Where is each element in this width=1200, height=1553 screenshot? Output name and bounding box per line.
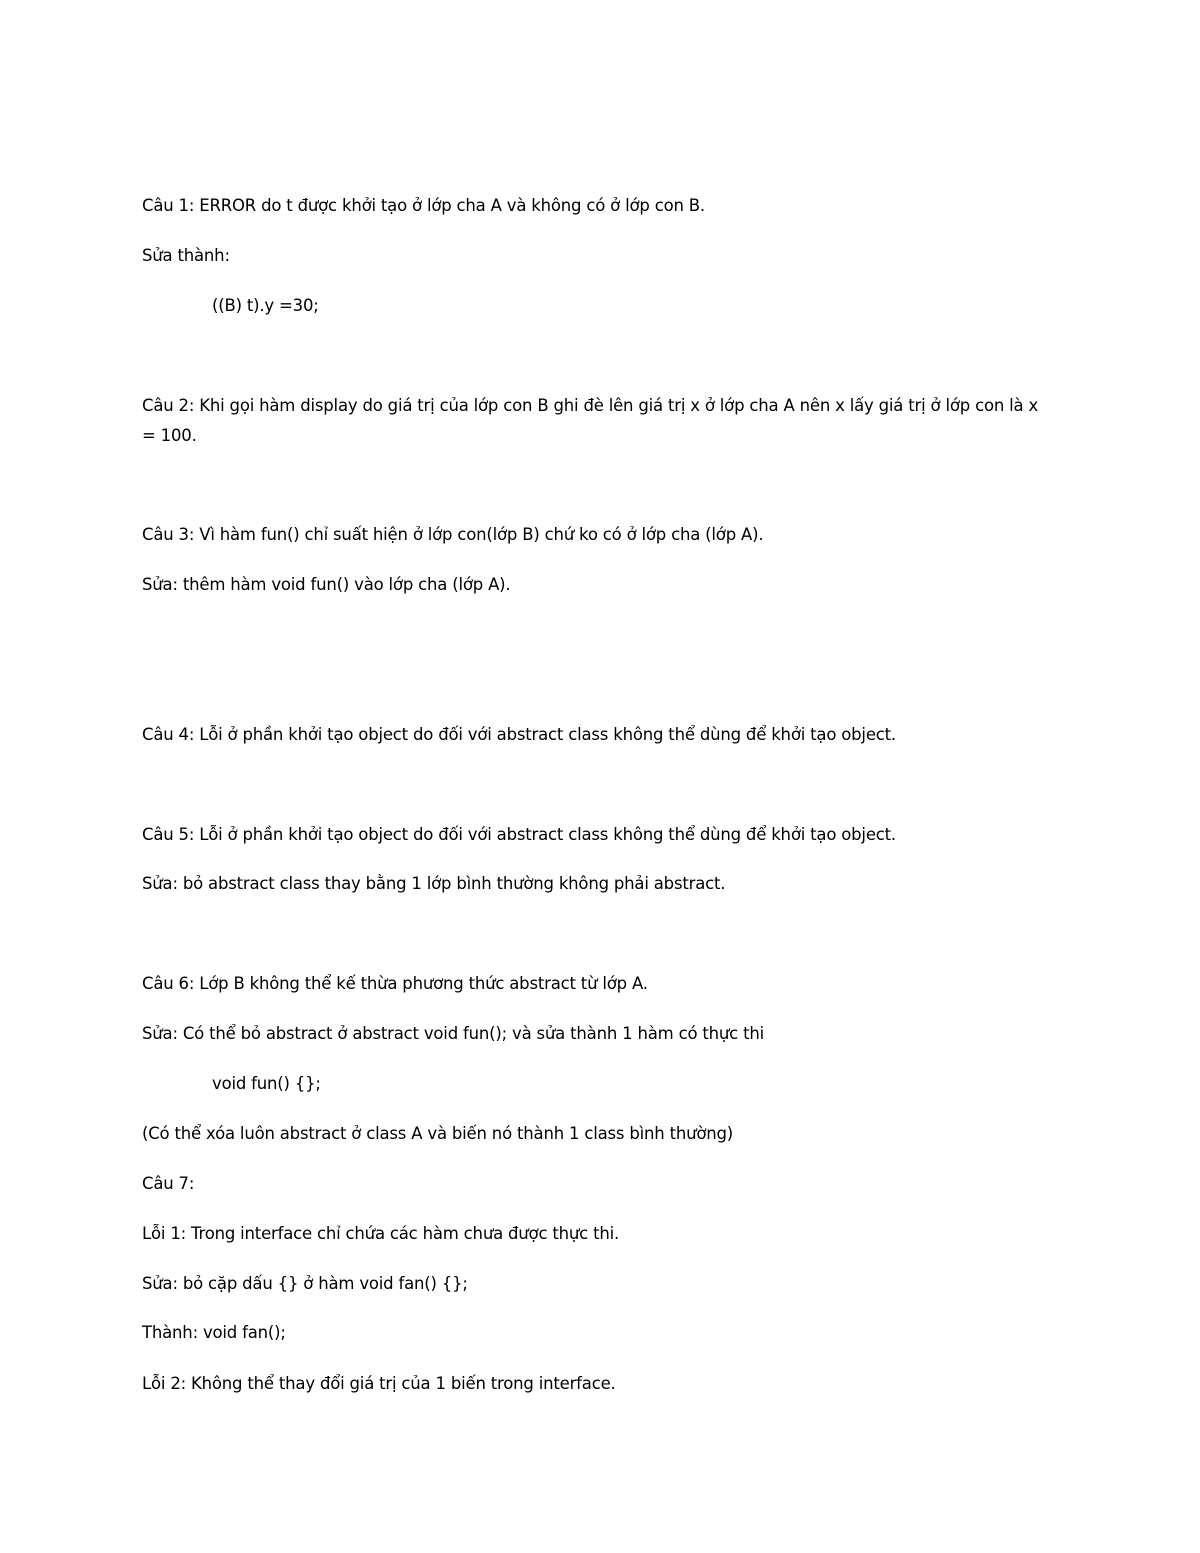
q1-text: Câu 1: ERROR do t được khởi tạo ở lớp cha A và không có ở lớp con B. xyxy=(142,196,705,215)
q6-code: void fun() {}; xyxy=(212,1074,321,1093)
q6-text: Câu 6: Lớp B không thể kế thừa phương thức abstract từ lớp A. xyxy=(142,974,648,993)
q1-fix-code: ((B) t).y =30; xyxy=(212,296,319,315)
q7-error-1: Lỗi 1: Trong interface chỉ chứa các hàm chưa được thực thi. xyxy=(142,1224,620,1243)
q4-text: Câu 4: Lỗi ở phần khởi tạo object do đối với abstract class không thể dùng để khởi tạo object. xyxy=(142,725,896,744)
q3-fix: Sửa: thêm hàm void fun() vào lớp cha (lớp A). xyxy=(142,575,511,594)
q7-result-1: Thành: void fan(); xyxy=(142,1323,286,1342)
q6-fix: Sửa: Có thể bỏ abstract ở abstract void fun(); và sửa thành 1 hàm có thực thi xyxy=(142,1024,764,1043)
q7-error-2: Lỗi 2: Không thể thay đổi giá trị của 1 biến trong interface. xyxy=(142,1374,616,1393)
q3-text: Câu 3: Vì hàm fun() chỉ suất hiện ở lớp con(lớp B) chứ ko có ở lớp cha (lớp A). xyxy=(142,525,764,544)
q7-heading: Câu 7: xyxy=(142,1174,195,1193)
q5-fix: Sửa: bỏ abstract class thay bằng 1 lớp bình thường không phải abstract. xyxy=(142,874,726,893)
q6-note: (Có thể xóa luôn abstract ở class A và biến nó thành 1 class bình thường) xyxy=(142,1124,734,1143)
q7-fix-1: Sửa: bỏ cặp dấu {} ở hàm void fan() {}; xyxy=(142,1274,468,1293)
q5-text: Câu 5: Lỗi ở phần khởi tạo object do đối với abstract class không thể dùng để khởi tạo object. xyxy=(142,825,896,844)
q1-fix-label: Sửa thành: xyxy=(142,246,230,265)
q2-text: Câu 2: Khi gọi hàm display do giá trị của lớp con B ghi đè lên giá trị x ở lớp cha A nên x lấy giá trị ở lớp con là x = 100. xyxy=(142,396,1039,445)
